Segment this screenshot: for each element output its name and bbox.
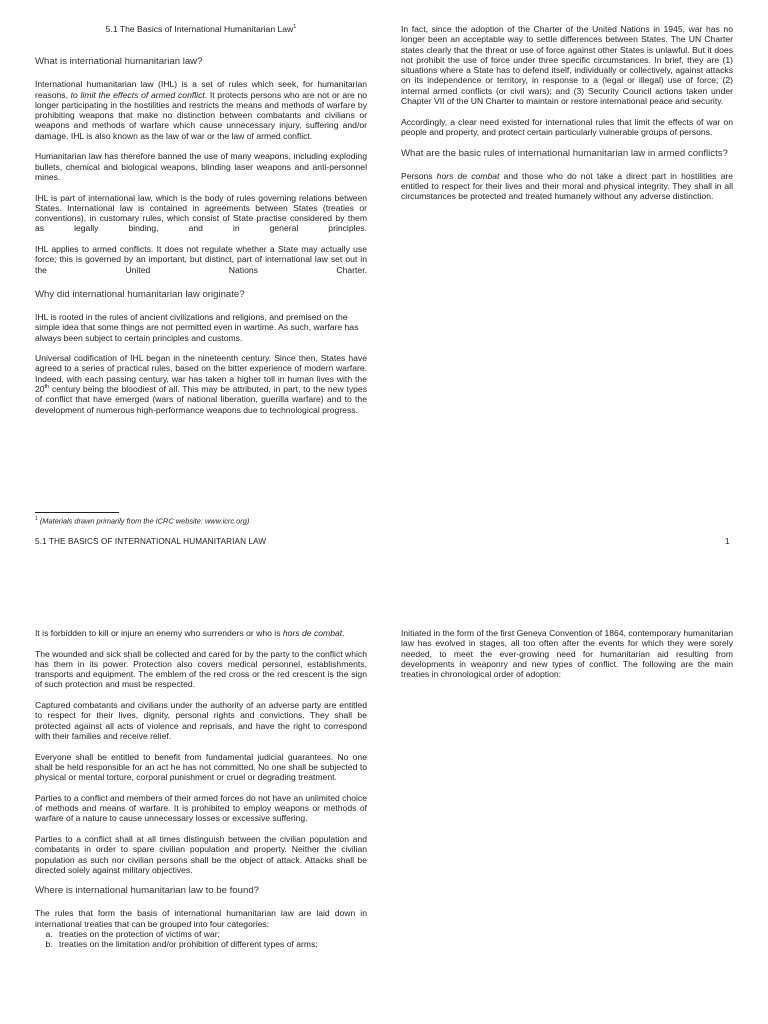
paragraph-un-charter: In fact, since the adoption of the Charter of the United Nations in 1945, war has no longer been an acceptable way to settle differences between States. The UN Charter states clearly that the threat or use of force against other States is unlawful. But it does not prohibit the use of force under three specific circumstances. In brief, they are (1) situations where a State has to defend itself, individually or collectively, against attacks on its independence or territory, in response to a (legal or illegal) use of force; (2) internal armed conflicts (or civil wars); and (3) Security Council actions taken under Chapter VII of the UN Charter to maintain or restore international peace and security. bbox=[401, 24, 733, 107]
emphasis-text: to limit the effects of armed conflict bbox=[70, 89, 205, 100]
list-item: b. treaties on the limitation and/or prohibition of different types of arms; bbox=[55, 939, 367, 949]
footnote-marker: 1 bbox=[293, 24, 297, 31]
footnote-text: (Materials drawn primarily from the ICRC website: www.icrc.org) bbox=[39, 516, 250, 526]
emphasis-text: hors de combat bbox=[282, 628, 343, 638]
question-heading-what-is-ihl: What is international humanitarian law? bbox=[35, 56, 203, 68]
paragraph-geneva-convention: Initiated in the form of the first Geneva Convention of 1864, contemporary humanitarian law has evolved in stages, all too often after the events for which they were sorely needed, to meet the ever-growing need for humanitarian aid resulting from developments in weaponry and new types of conflict. The following are the main treaties in chronological order of adoption: bbox=[401, 628, 734, 680]
page-footer-title: 5.1 THE BASICS OF INTERNATIONAL HUMANITARIAN LAW bbox=[35, 537, 267, 546]
footnote bbox=[35, 516, 249, 525]
paragraph-banned-weapons: Humanitarian law has therefore banned the use of many weapons, including exploding bullets, chemical and biological weapons, blinding laser weapons and anti-personnel mines. bbox=[35, 151, 367, 182]
page1-right-column bbox=[401, 24, 733, 212]
section-title bbox=[35, 24, 367, 34]
paragraph-treaties: The rules that form the basis of international humanitarian law are laid down in international treaties that can be grouped into four categories: bbox=[35, 908, 367, 929]
text-run: . It protects persons who are not or are no longer participating in the hostilities and restricts the means and methods of warfare by prohibiting weapons that make no distinction between combatants and civilians or weapons and methods of warfare which cause unnecessary injury, suffering and/or damage. IHL is also known as the law of war or the law of armed conflict. bbox=[35, 89, 368, 141]
text-run: Persons bbox=[401, 170, 437, 181]
footnote-divider bbox=[35, 512, 119, 513]
page2-right-column bbox=[401, 628, 733, 690]
question-heading-where-found: Where is international humanitarian law to be found? bbox=[35, 885, 259, 897]
paragraph-hors-de-combat bbox=[401, 171, 733, 202]
emphasis-text: hors de combat bbox=[436, 170, 500, 181]
list-item: a. treaties on the protection of victims of war; bbox=[55, 929, 367, 939]
footnote-number: 1 bbox=[35, 516, 38, 522]
text-run: and those who do not take a direct part in hostilities are entitled to respect for their lives and their moral and physical integrity. They shall in all circumstances be protected and treated humanely without any adverse distinction. bbox=[401, 170, 733, 202]
superscript: th bbox=[44, 384, 50, 391]
question-heading-basic-rules: What are the basic rules of international humanitarian law in armed conflicts? bbox=[401, 147, 728, 159]
page-number: 1 bbox=[725, 537, 730, 546]
paragraph-international-law: IHL is part of international law, which is the body of rules governing relations between States. International law is contained in agreements between States (treaties or conventions), in customary rules, which consist of State practise considered by them as legally binding, and in general principles. bbox=[35, 192, 367, 234]
paragraph-wounded-sick: The wounded and sick shall be collected and cared for by the party to the conflict which has them in its power. Protection also covers medical personnel, establishments, transports and equipment. The emblem of the red cross or the red crescent is the sign of such protection and must be respected. bbox=[35, 648, 368, 690]
document-page-2 bbox=[0, 614, 768, 1024]
page-gap bbox=[0, 562, 768, 614]
paragraph-methods: Parties to a conflict and members of their armed forces do not have an unlimited choice of methods and means of warfare. It is prohibited to employ weapons or methods of warfare of a nature to cause unnecessary losses or excessive suffering. bbox=[35, 792, 367, 824]
text-run: Universal codification of IHL began in the nineteenth century. Since then, States have agreed to a series of practical rules, based on the bitter experience of modern warfare. Indeed, with each passing century, war has taken a higher toll in human lives with the 20 bbox=[35, 353, 367, 395]
question-heading-origin: Why did international humanitarian law originate? bbox=[35, 288, 245, 300]
paragraph-captured: Captured combatants and civilians under the authority of an adverse party are entitled to respect for their lives, dignity, personal rights and convictions. They shall be protected against all acts of violence and reprisals, and have the right to correspond with their families and receive relief. bbox=[35, 700, 367, 741]
paragraph-codification bbox=[35, 353, 367, 415]
paragraph-distinction: Parties to a conflict shall at all times distinguish between the civilian population and combatants in order to spare civilian population and property. Neither the civilian population as such nor civilian persons shall be the object of attack. Attacks shall be directed solely against military objectives. bbox=[35, 833, 367, 875]
page2-left-column bbox=[35, 628, 367, 950]
text-run: . bbox=[342, 628, 345, 638]
treaty-category-list bbox=[35, 929, 367, 950]
paragraph-clear-need: Accordingly, a clear need existed for international rules that limit the effects of war on people and property, and protect certain particularly vulnerable groups of persons. bbox=[401, 116, 733, 137]
paragraph-surrender bbox=[35, 628, 367, 638]
paragraph-ancient-roots: IHL is rooted in the rules of ancient civilizations and religions, and premised on the simple idea that some things are not permitted even in wartime. As such, warfare has always been subject to certain principles and customs. bbox=[35, 311, 359, 343]
paragraph-ihl-definition bbox=[35, 79, 367, 141]
paragraph-armed-conflicts: IHL applies to armed conflicts. It does not regulate whether a State may actually use force; this is governed by an important, but distinct, part of international law set out in the United Nations Charter. bbox=[35, 244, 367, 275]
text-run: century being the bloodiest of all. This may be attributed, in part, to the new types of conflict that have emerged (wars of national liberation, guerilla warfare) and to the development of numerous high-performance weapons due to technological progress. bbox=[35, 384, 367, 415]
page1-left-column bbox=[35, 24, 367, 425]
text-run: International humanitarian law (IHL) is a set of rules which seek, for humanitarian reasons, bbox=[35, 79, 367, 100]
text-run: It is forbidden to kill or injure an enemy who surrenders or who is bbox=[35, 628, 283, 638]
paragraph-judicial: Everyone shall be entitled to benefit from fundamental judicial guarantees. No one shall be held responsible for an act he has not committed. No one shall be subjected to physical or mental torture, corporal punishment or cruel or degrading treatment. bbox=[35, 751, 367, 783]
section-title-text: 5.1 The Basics of International Humanitarian Law bbox=[105, 24, 294, 34]
